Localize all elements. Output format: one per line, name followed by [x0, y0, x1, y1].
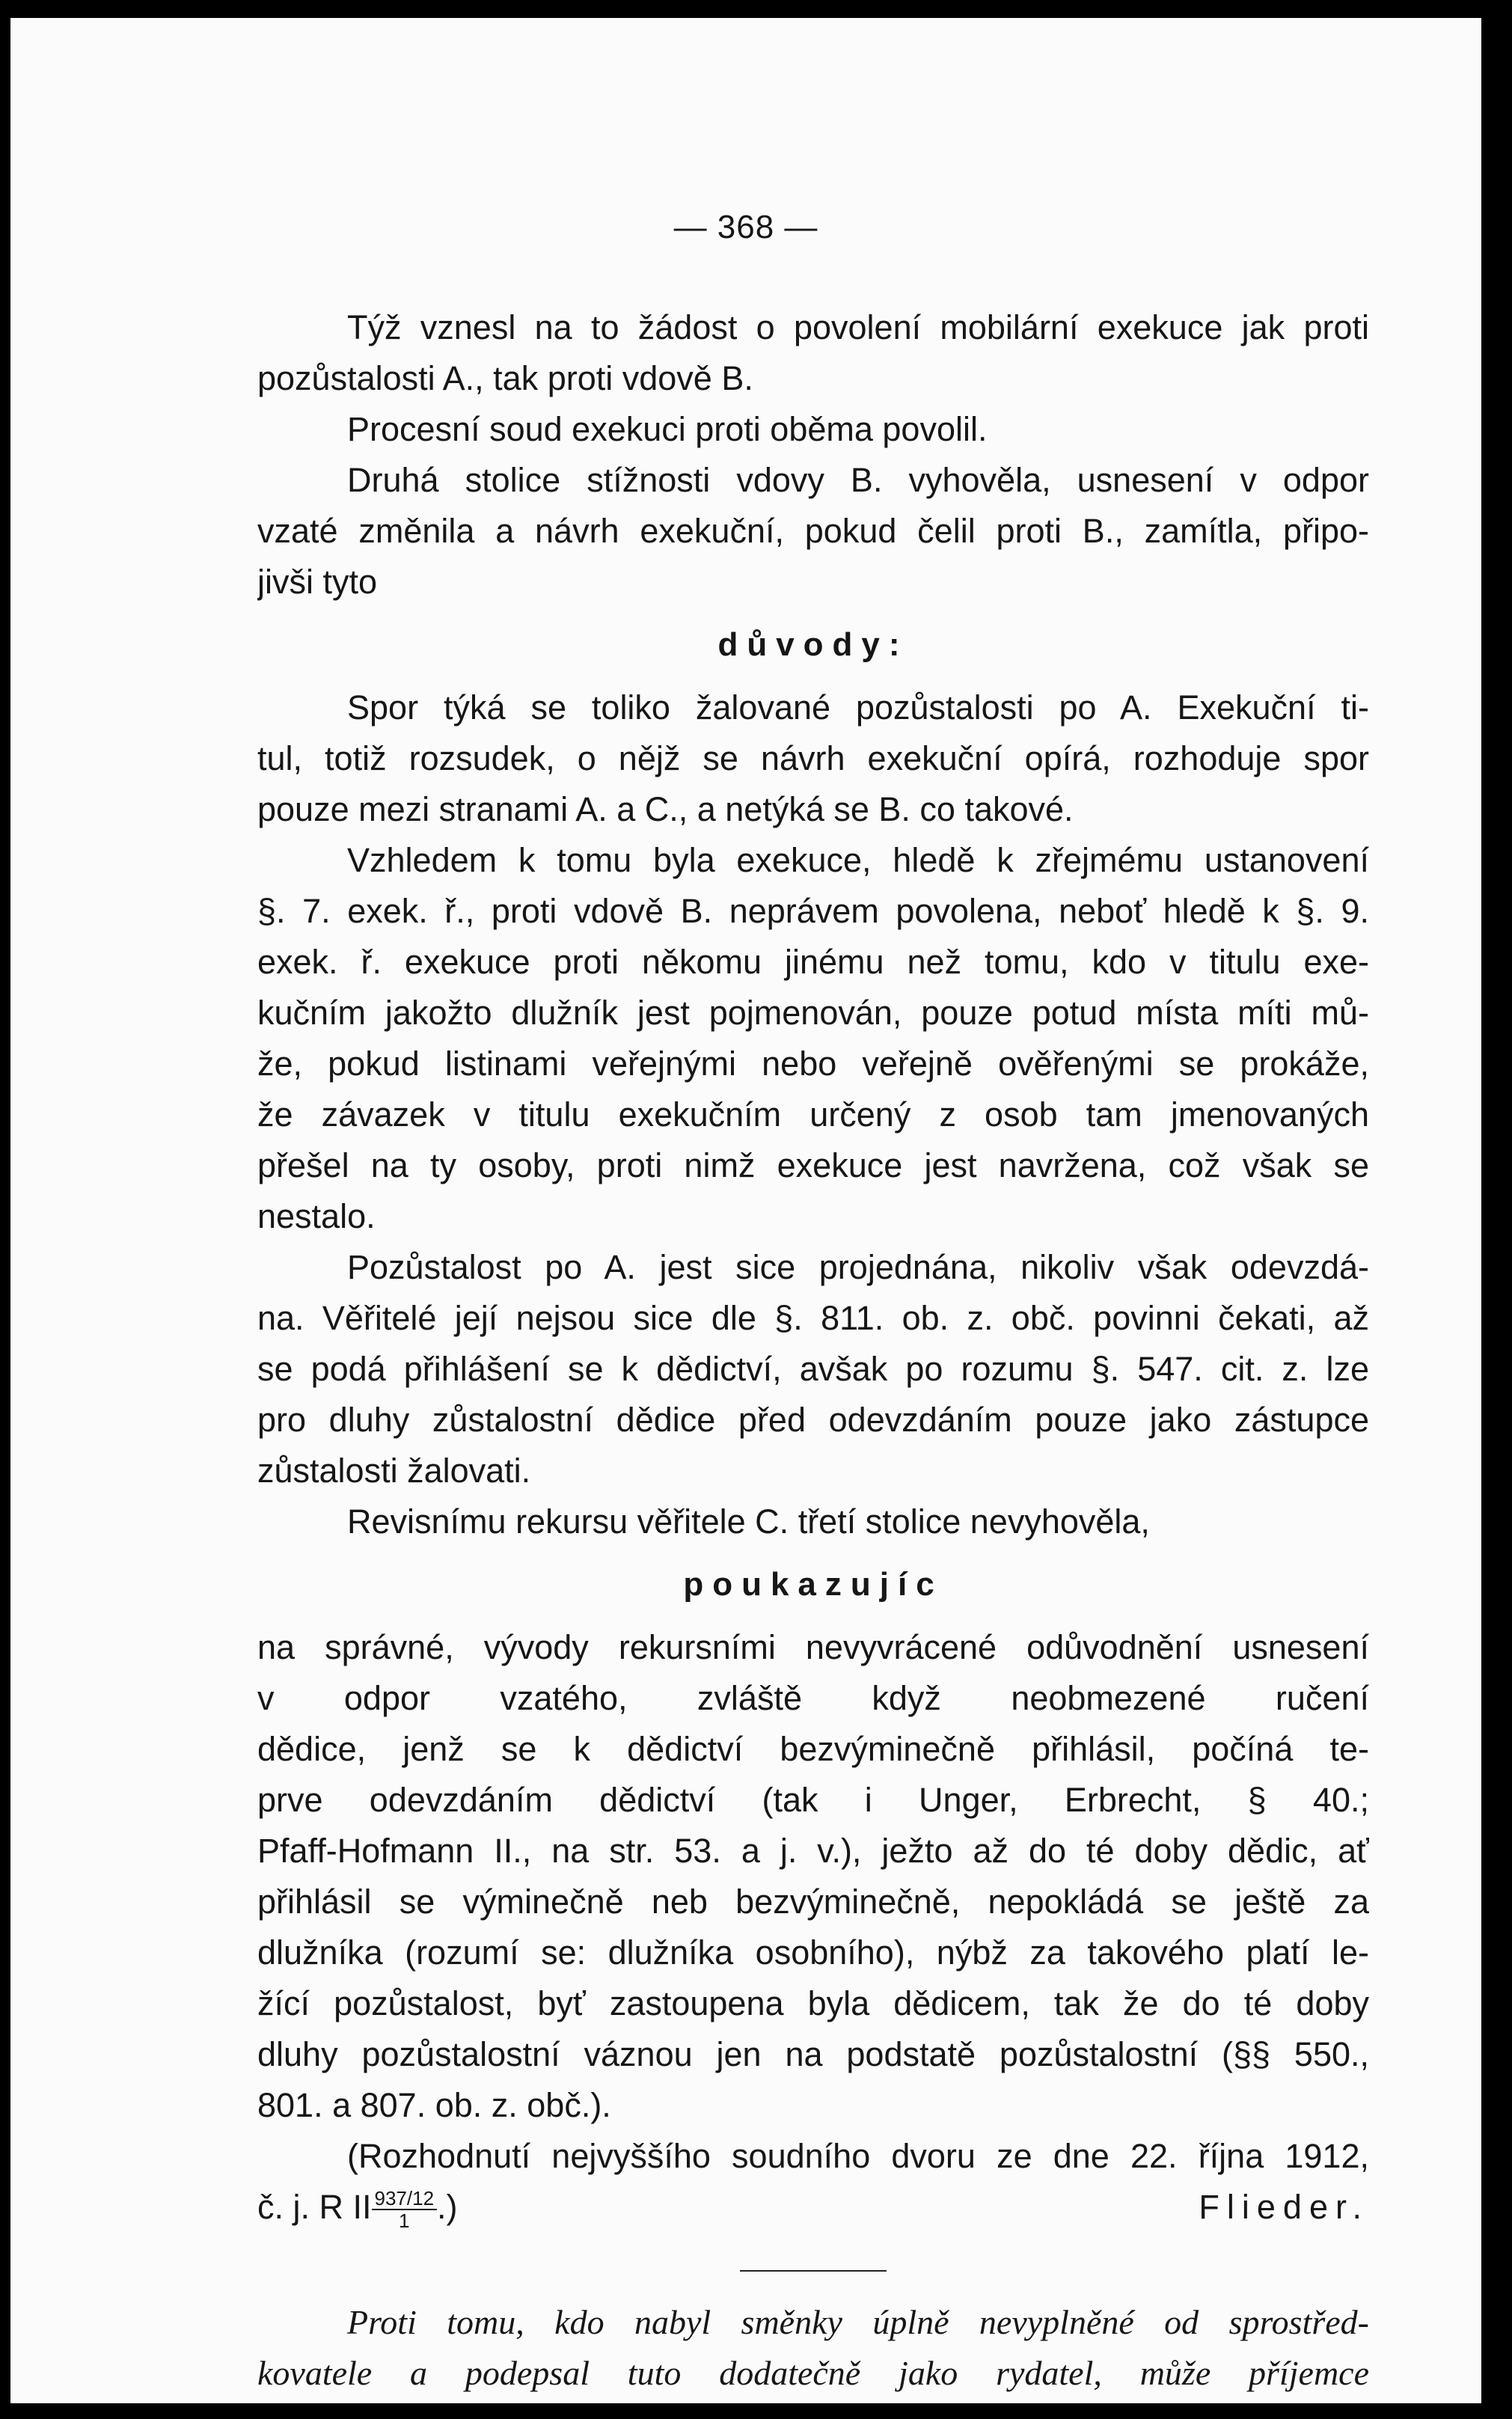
paragraph-2: [257, 404, 1369, 455]
text-line: prve odevzdáním dědictví (tak i Unger, Erbrecht, § 40.;: [257, 1781, 1369, 1819]
text-line: pozůstalosti A., tak proti vdově B.: [257, 359, 753, 397]
text-line: kovatele a podepsal tuto dodatečně jako rydatel, může příjemce: [257, 2354, 1369, 2392]
scanned-page: [10, 18, 1481, 2403]
text-line: že závazek v titulu exekučním určený z osob tam jmenovaných: [257, 1095, 1369, 1134]
text-line: Vzhledem k tomu byla exekuce, hledě k zřejmému ustanovení: [347, 841, 1369, 879]
paragraph-8: [257, 1622, 1369, 2131]
italic-note: [257, 2297, 1369, 2399]
heading-duvody: důvody:: [717, 626, 909, 663]
paragraph-5: [257, 835, 1369, 1242]
text-line: přešel na ty osoby, proti nimž exekuce jest navržena, což však se: [257, 1146, 1369, 1184]
text-line: dluhy pozůstalostní váznou jen na podstatě pozůstalostní (§§ 550.,: [257, 2035, 1369, 2073]
fraction-denominator: 1: [399, 2209, 410, 2233]
text-line: zůstalosti žalovati.: [257, 1452, 531, 1490]
paragraph-4: [257, 682, 1369, 835]
page-body: [257, 302, 1369, 2399]
text-line: nestalo.: [257, 1197, 376, 1235]
text-line: dědice, jenž se k dědictví bezvýminečně přihlásil, počíná te-: [257, 1730, 1369, 1768]
text-line: na. Věřitelé její nejsou sice dle §. 811. ob. z. obč. povinni čekati, až: [257, 1299, 1369, 1337]
text-line: (Rozhodnutí nejvyššího soudního dvoru ze dne 22. října 1912,: [347, 2137, 1369, 2175]
text-line: žící pozůstalost, byť zastoupena byla dědicem, tak že do té doby: [257, 1984, 1369, 2022]
text-line: na správné, vývody rekursními nevyvrácené odůvodnění usnesení: [257, 1628, 1369, 1666]
text-line: Proti tomu, kdo nabyl směnky úplně nevyplněné od sprostřed-: [347, 2303, 1369, 2341]
citation-line: [257, 2182, 1369, 2233]
text-line: dlužníka (rozumí se: dlužníka osobního), nýbž za takového platí le-: [257, 1933, 1369, 1972]
case-suffix: .): [437, 2188, 458, 2226]
text-line: tul, totiž rozsudek, o nějž se návrh exekuční opírá, rozhoduje spor: [257, 739, 1369, 777]
text-line: přihlásil se výminečně neb bezvýminečně, nepokládá se ještě za: [257, 1883, 1369, 1921]
text-line: Pozůstalost po A. jest sice projednána, nikoliv však odevzdá-: [347, 1248, 1369, 1286]
text-line: jivši tyto: [257, 563, 378, 601]
page-number: — 368 —: [673, 209, 818, 245]
text-line: se podá přihlášení se k dědictví, avšak po rozumu §. 547. cit. z. lze: [257, 1350, 1369, 1388]
fraction-numerator: 937/12: [372, 2188, 438, 2210]
paragraph-9: [257, 2131, 1369, 2182]
case-prefix: č. j. R II: [257, 2188, 372, 2226]
text-line: v odpor vzatého, zvláště když neobmezené ručení: [257, 1679, 1369, 1717]
case-fraction: [372, 2188, 438, 2231]
text-line: §. 7. exek. ř., proti vdově B. neprávem povolena, neboť hledě k §. 9.: [257, 892, 1369, 930]
text-line: vzaté změnila a návrh exekuční, pokud čelil proti B., zamítla, připo-: [257, 512, 1369, 550]
case-reference: [257, 2182, 458, 2233]
text-line: Revisnímu rekursu věřitele C. třetí stolice nevyhověla,: [347, 1502, 1150, 1541]
paragraph-7: [257, 1496, 1369, 1547]
text-line: 801. a 807. ob. z. obč.).: [257, 2086, 611, 2124]
text-line: Týž vznesl na to žádost o povolení mobilární exekuce jak proti: [347, 308, 1369, 346]
text-line: Spor týká se toliko žalované pozůstalosti po A. Exekuční ti-: [347, 688, 1369, 727]
text-line: kučním jakožto dlužník jest pojmenován, pouze potud místa míti mů-: [257, 994, 1369, 1032]
text-line: Druhá stolice stížnosti vdovy B. vyhověla, usnesení v odpor: [347, 461, 1369, 499]
text-line: Procesní soud exekuci proti oběma povolil.: [347, 410, 988, 448]
author-signature: Flieder.: [1199, 2188, 1369, 2226]
text-line: že, pokud listinami veřejnými nebo veřejně ověřenými se prokáže,: [257, 1045, 1369, 1083]
paragraph-1: [257, 302, 1369, 404]
text-line: exek. ř. exekuce proti někomu jinému než tomu, kdo v titulu exe-: [257, 943, 1369, 981]
heading-poukazujic: poukazujíc: [683, 1566, 943, 1603]
paragraph-6: [257, 1242, 1369, 1496]
text-line: Pfaff-Hofmann II., na str. 53. a j. v.), ježto až do té doby dědic, ať: [257, 1832, 1369, 1870]
text-line: pouze mezi stranami A. a C., a netýká se B. co takové.: [257, 790, 1074, 828]
text-line: pro dluhy zůstalostní dědice před odevzdáním pouze jako zástupce: [257, 1401, 1369, 1439]
section-divider: [740, 2270, 887, 2272]
paragraph-3: [257, 455, 1369, 608]
